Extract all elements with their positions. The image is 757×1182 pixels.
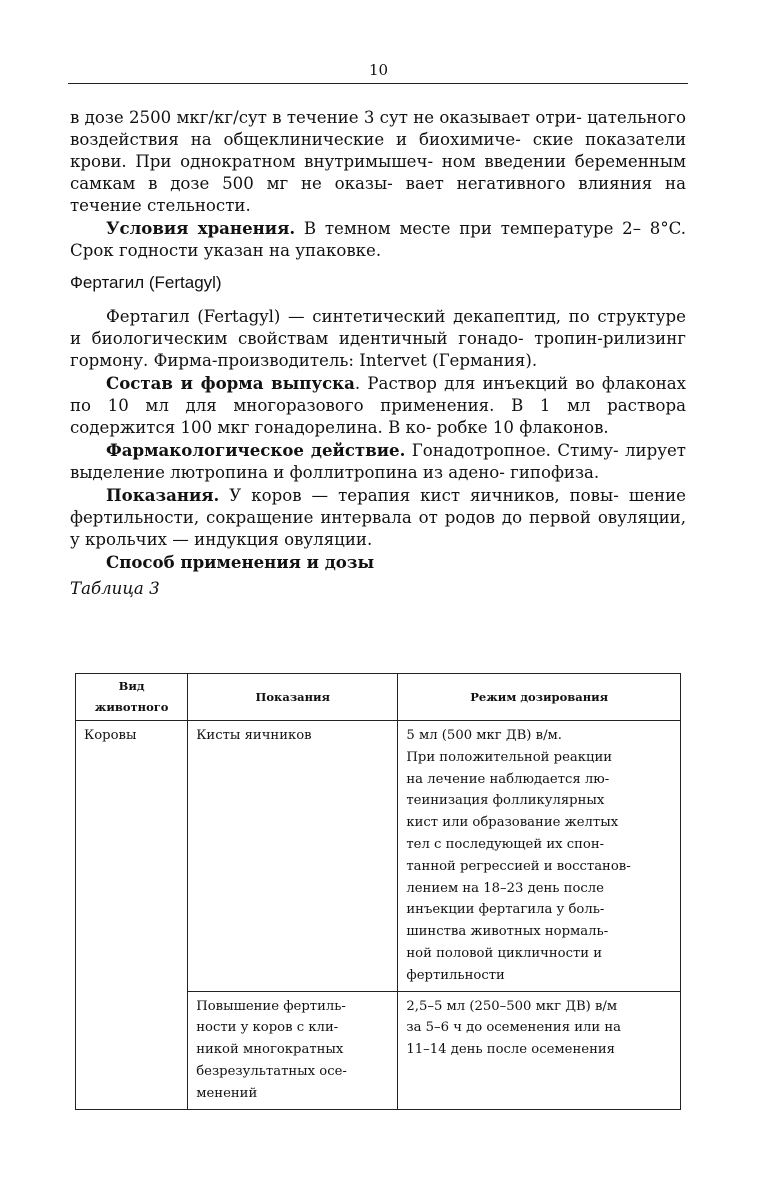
indications-label: Показания. (106, 485, 220, 505)
composition-label: Состав и форма выпуска (106, 373, 355, 393)
table-row (76, 721, 681, 992)
storage-label: Условия хранения. (106, 218, 296, 238)
indication-cell: Повышение фертиль- ности у коров с кли- никой многократных безрезультатных осе- менений (188, 991, 398, 1109)
storage-paragraph: Условия хранения. В темном месте при температуре 2– 8°C. Срок годности указан на упаковке. (70, 218, 687, 260)
header-regimen: Режим дозирования (398, 674, 681, 721)
dosage-table (75, 673, 681, 1110)
section-title: Фертагил (Fertagyl) (70, 273, 222, 292)
dosage-heading: Способ применения и дозы (106, 552, 375, 572)
indication-cell: Кисты яичников (188, 721, 398, 992)
regimen-cell: 2,5–5 мл (250–500 мкг ДВ) в/м за 5–6 ч до осеменения или на 11–14 день после осеменения (398, 991, 681, 1109)
header-indications: Показания (188, 674, 398, 721)
description-paragraph: Фертагил (Fertagyl) — синтетический декапептид, по структуре и биологическим свойствам идентичный гонадо- тропин-рилизинг гормону. Фирма-производитель: Intervet (Германия). (70, 307, 686, 370)
composition-paragraph: Состав и форма выпуска. Раствор для инъекций во флаконах по 10 мл для многоразового применения. В 1 мл раствора содержится 100 мкг гонадорелина. В ко- робке 10 флаконов. (70, 373, 686, 437)
pharmacology-paragraph: Фармакологическое действие. Гонадотропное. Стиму- лирует выделение лютропина и фоллитропина из адено- гипофиза. (70, 440, 686, 482)
table-header-row (76, 674, 681, 721)
pharmacology-label: Фармакологическое действие. (106, 440, 406, 460)
regimen-cell: 5 мл (500 мкг ДВ) в/м. При положительной реакции на лечение наблюдается лю- теинизация фолликулярных кист или образование желтых тел с последующей их спон- танной регрессией и восстанов- лением на 18–23 день после инъекции фертагила у боль- шинства животных нормаль- ной половой цикличности и фертильности (398, 721, 681, 992)
animal-cell: Коровы (76, 721, 188, 1110)
indications-paragraph: Показания. У коров — терапия кист яичников, повы- шение фертильности, сокращение интервала от родов до первой овуляции, у крольчих — индукция овуляции. (70, 485, 686, 549)
page-number: 10 (368, 61, 389, 79)
header-animal: Вид животного (76, 674, 188, 721)
intro-paragraph: в дозе 2500 мкг/кг/сут в течение 3 сут не оказывает отри- цательного воздействия на общеклинические и биохимиче- ские показатели крови. При однократном внутримышеч- ном введении беременным самкам в дозе 500 мг не оказы- вает негативного влияния на течение стельности. (70, 108, 686, 215)
header-rule (68, 83, 688, 84)
body-text (70, 107, 686, 600)
table-caption: Таблица 3 (70, 579, 160, 598)
